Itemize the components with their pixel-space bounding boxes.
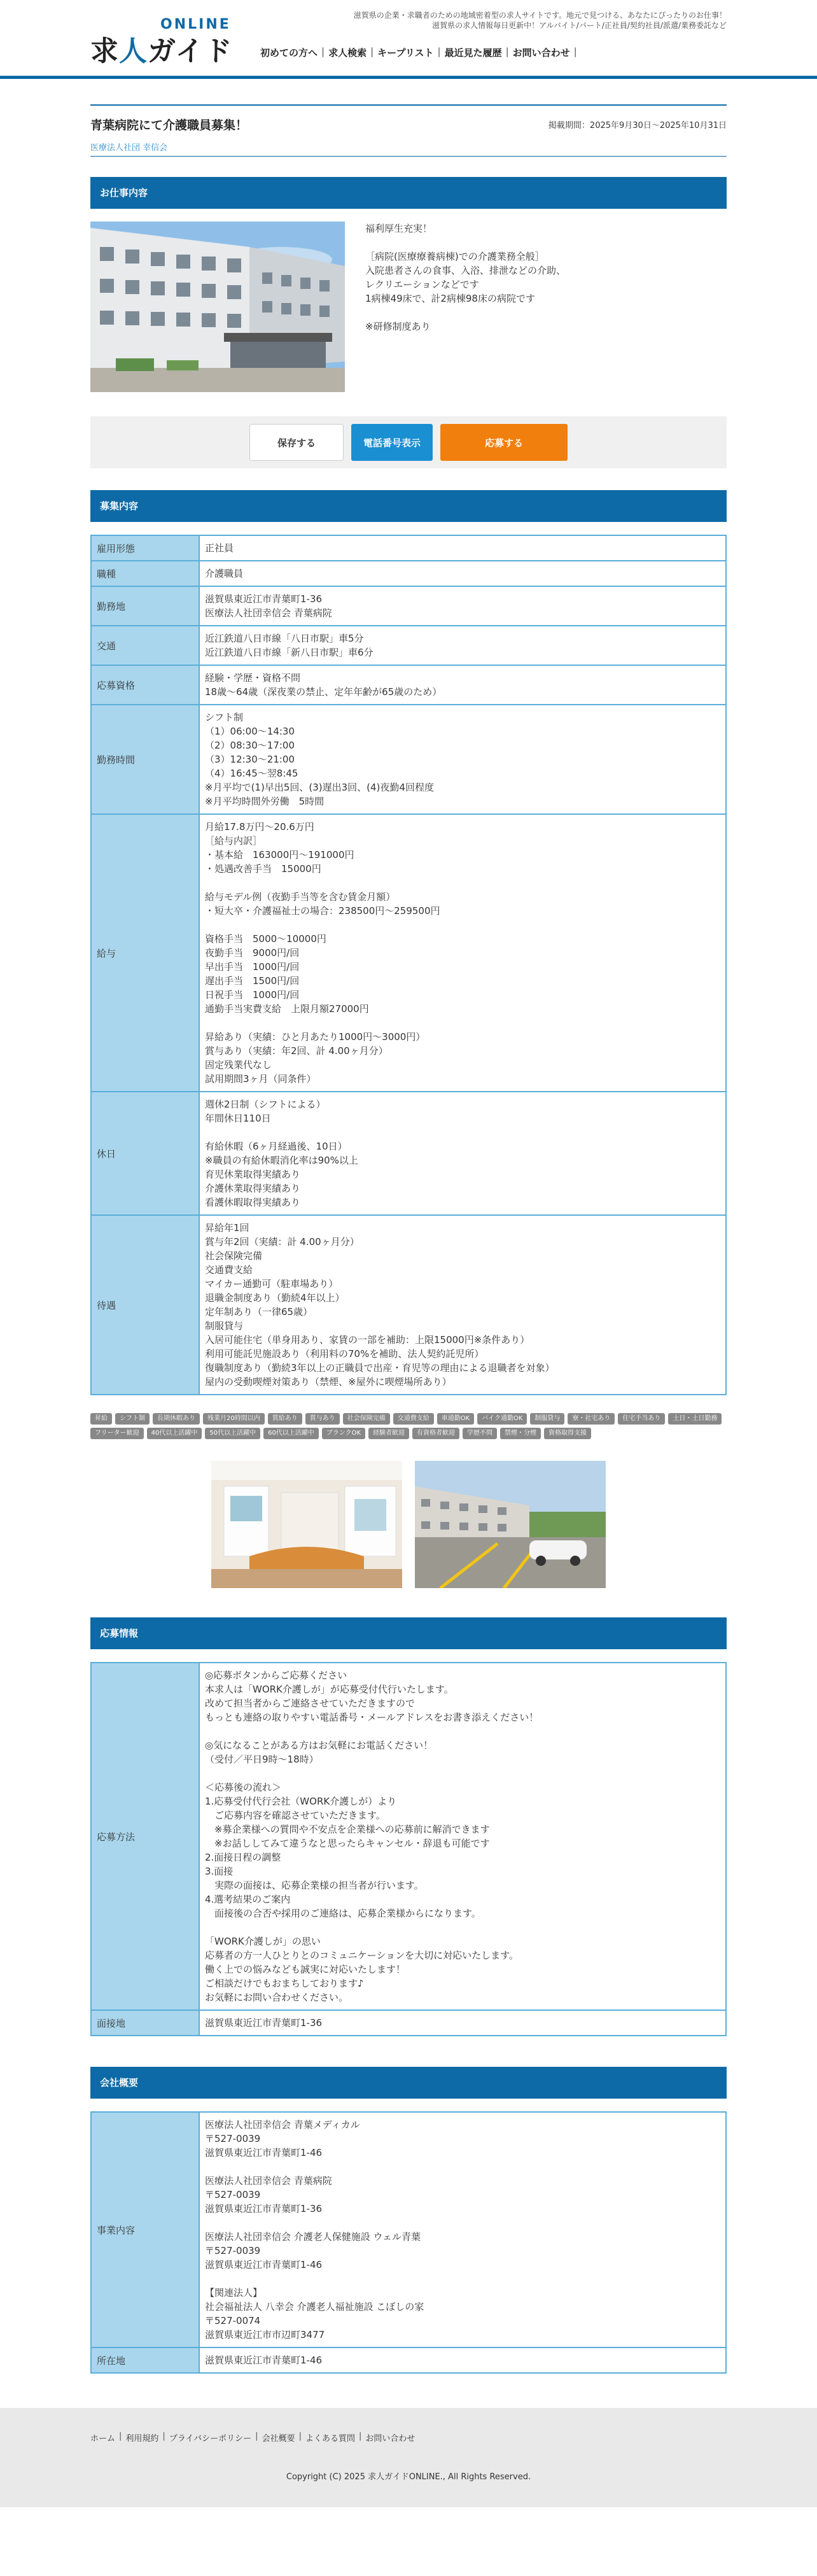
tag: 賞給あり — [268, 1413, 302, 1425]
tag: 長期休暇あり — [153, 1413, 200, 1425]
table-row — [91, 1215, 726, 1395]
apply-table — [90, 1662, 727, 2036]
company-link[interactable]: 医療法人社団 幸信会 — [90, 143, 168, 153]
section-recruit-heading: 募集内容 — [90, 490, 727, 522]
tag: 住宅手当あり — [618, 1413, 665, 1425]
row-value: 週休2日制（シフトによる） 年間休日110日 有給休暇（6ヶ月経過後、10日） ※職員の有給休暇消化率は90%以上 育児休業取得実績あり 介護休業取得実績あり 看護休暇取得実績あり — [199, 1092, 726, 1215]
copyright: Copyright (C) 2025 求人ガイドONLINE., All Rights Reserved. — [286, 2472, 531, 2482]
logo-online: ONLINE — [160, 17, 231, 32]
footer-link-faq[interactable]: よくある質問 — [305, 2434, 355, 2444]
row-label: 面接地 — [91, 2010, 199, 2036]
row-label: 所在地 — [91, 2347, 199, 2373]
action-bar — [90, 416, 727, 468]
work-content — [90, 222, 727, 392]
work-description: 福利厚生充実！ ［病院(医療療養病棟)での介護業務全般］ 入院患者さんの食事、入浴、排泄などの介助、 レクリエーションなどです 1病棟49床で、計2病棟98床の病院です ※研修制度あり — [365, 223, 566, 332]
tag: 残業月20時間以内 — [203, 1413, 265, 1425]
tag: 禁煙・分煙 — [500, 1428, 541, 1439]
footer-nav: ホーム | 利用規約 | プライバシーポリシー | 会社概要 | よくある質問 | お問い合わせ — [90, 2432, 415, 2444]
tag: 60代以上活躍中 — [263, 1428, 319, 1439]
tag: 50代以上活躍中 — [205, 1428, 260, 1439]
show-phone-button[interactable]: 電話番号表示 — [351, 424, 433, 461]
tag: 経験者歓迎 — [368, 1428, 409, 1439]
row-label: 応募方法 — [91, 1663, 199, 2010]
table-row — [91, 626, 726, 665]
row-label: 雇用形態 — [91, 535, 199, 561]
table-row — [91, 2010, 726, 2036]
section-company-heading: 会社概要 — [90, 2067, 727, 2099]
table-row — [91, 665, 726, 705]
footer-link-contact[interactable]: お問い合わせ — [365, 2434, 415, 2444]
save-button[interactable]: 保存する — [249, 424, 344, 461]
tag: 資格取得支援 — [544, 1428, 591, 1439]
site-footer — [0, 2408, 817, 2507]
site-header — [0, 0, 817, 79]
nav-first-time[interactable]: 初めての方へ — [260, 47, 318, 59]
tag: 賞与あり — [305, 1413, 340, 1425]
tag: 40代以上活躍中 — [147, 1428, 202, 1439]
row-value: 昇給年1回 賞与年2回（実績：計 4.00ヶ月分） 社会保険完備 交通費支給 マイカー通勤可（駐車場あり） 退職金制度あり（勤続4年以上） 定年制あり（一律65歳） 制服貸与 入居可能住宅（単身用あり、家賃の一部を補助：上限15000円※条件あり） 利用可能託児施設あり（利用料の70%を補助、法人契約託児所） 復職制度あり（勤続3年以上の正職員で出産・育児等の理由による退職者を対象） 屋内の受動喫煙対策あり（禁煙、※屋外に喫煙場所あり） — [199, 1215, 726, 1395]
apply-button[interactable]: 応募する — [440, 424, 568, 461]
job-title-block — [90, 104, 727, 157]
recruit-table — [90, 535, 727, 1395]
row-value: 医療法人社団幸信会 青葉メディカル 〒527-0039 滋賀県東近江市青葉町1-46 医療法人社団幸信会 青葉病院 〒527-0039 滋賀県東近江市青葉町1-36 医療法人社団幸信会 介護老人保健施設 ウェル青葉 〒527-0039 滋賀県東近江市青葉町1-46 【関連法人】 社会福祉法人 八幸会 介護老人福祉施設 こぼしの家 〒527-0074 滋賀県東近江市市辺町3477 — [199, 2112, 726, 2347]
tag: 交通費支給 — [393, 1413, 434, 1425]
row-value: 滋賀県東近江市青葉町1-36 — [199, 2010, 726, 2036]
row-value: ◎応募ボタンからご応募ください 本求人は「WORK介護しが」が応募受付代行いたします。 改めて担当者からご連絡させていただきますので もっとも連絡の取りやすい電話番号・メールアドレスをお書き添えください！ ◎気になることがある方はお気軽にお電話ください！ （受付／平日9時〜18時） ＜応募後の流れ＞ 1.応募受付代行会社（WORK介護しが）より ご応募内容を確認させていただきます。 ※募企業様への質問や不安点を企業様への応募前に解消できます ※お話ししてみて違うなと思ったらキャンセル・辞退も可能です 2.面接日程の調整 3.面接 実際の面接は、応募企業様の担当者が行います。 4.選考結果のご案内 面接後の合否や採用のご連絡は、応募企業様からになります。 「WORK介護しが」の思い 応募者の方一人ひとりとのコミュニケーションを大切に対応いたします。 働く上での悩みなども誠実に対応いたします！ ご相談だけでもおまちしております♪ お気軽にお問い合わせください。 — [199, 1663, 726, 2010]
row-label: 交通 — [91, 626, 199, 665]
footer-link-home[interactable]: ホーム — [90, 2434, 116, 2444]
nav-job-search[interactable]: 求人検索 — [328, 47, 367, 59]
footer-link-company[interactable]: 会社概要 — [262, 2434, 295, 2444]
table-row — [91, 535, 726, 561]
facility-photos — [211, 1461, 606, 1588]
feature-tags — [90, 1413, 727, 1439]
row-label: 勤務地 — [91, 586, 199, 626]
tag: 社会保険完備 — [343, 1413, 390, 1425]
row-label: 応募資格 — [91, 665, 199, 705]
tag: 学歴不問 — [463, 1428, 497, 1439]
table-row — [91, 1092, 726, 1215]
nav-recent-history[interactable]: 最近見た履歴 — [444, 47, 502, 59]
row-value: 近江鉄道八日市線「八日市駅」車5分 近江鉄道八日市線「新八日市駅」車6分 — [199, 626, 726, 665]
table-row — [91, 586, 726, 626]
tag: 制服貸与 — [530, 1413, 564, 1425]
tag: 有資格者歓迎 — [412, 1428, 459, 1439]
row-label: 事業内容 — [91, 2112, 199, 2347]
tag: 昇給 — [90, 1413, 112, 1425]
row-value: 正社員 — [199, 535, 726, 561]
section-apply-heading: 応募情報 — [90, 1617, 727, 1649]
row-value: シフト制 （1）06:00〜14:30 （2）08:30〜17:00 （3）12:30〜21:00 （4）16:45〜翌8:45 ※月平均で(1)早出5回、(3)遅出3回、(4)夜勤4回程度 ※月平均時間外労働 5時間 — [199, 705, 726, 814]
site-tagline: 滋賀県の企業・求職者のための地域密着型の求人サイトです。地元で見つける、あなたにぴったりのお仕事！ 滋賀県の求人情報毎日更新中！アルバイト/パート/正社員/契約社員/派遣/業務委託など — [353, 11, 727, 30]
row-label: 勤務時間 — [91, 705, 199, 814]
row-label: 給与 — [91, 814, 199, 1092]
table-row — [91, 814, 726, 1092]
row-value: 滋賀県東近江市青葉町1-46 — [199, 2347, 726, 2373]
lobby-photo — [211, 1461, 402, 1588]
table-row — [91, 561, 726, 586]
row-label: 待遇 — [91, 1215, 199, 1395]
nav-keep-list[interactable]: キープリスト — [377, 47, 434, 59]
tag: 寮・社宅あり — [568, 1413, 615, 1425]
posting-period: 掲載期間：2025年9月30日〜2025年10月31日 — [548, 121, 727, 130]
hospital-photo — [90, 222, 345, 392]
nav-contact[interactable]: お問い合わせ — [512, 47, 570, 59]
section-work-heading: お仕事内容 — [90, 177, 727, 209]
tag: 車通勤OK — [437, 1413, 474, 1425]
table-row — [91, 2347, 726, 2373]
tag: バイク通勤OK — [477, 1413, 527, 1425]
row-value: 滋賀県東近江市青葉町1-36 医療法人社団幸信会 青葉病院 — [199, 586, 726, 626]
table-row — [91, 2112, 726, 2347]
job-title: 青葉病院にて介護職員募集！ — [90, 118, 248, 132]
footer-link-privacy[interactable]: プライバシーポリシー — [169, 2434, 252, 2444]
tag: フリーター歓迎 — [90, 1428, 144, 1439]
global-nav: 初めての方へ | 求人検索 | キープリスト | 最近見た履歴 | お問い合わせ | — [256, 46, 577, 59]
footer-link-terms[interactable]: 利用規約 — [125, 2434, 159, 2444]
table-row — [91, 1663, 726, 2010]
row-label: 職種 — [91, 561, 199, 586]
logo-main: 求人ガイド — [90, 35, 233, 67]
parking-photo — [415, 1461, 606, 1588]
company-table — [90, 2111, 727, 2374]
row-value: 月給17.8万円〜20.6万円 ［給与内訳］ ・基本給 163000円〜191000円 ・処遇改善手当 15000円 給与モデル例（夜勤手当等を含む賃金月額） ・短大卒・介護福祉士の場合：238500円〜259500円 資格手当 5000〜10000円 夜勤手当 9000円/回 早出手当 1000円/回 遅出手当 1500円/回 日祝手当 1000円/回 通勤手当実費支給 上限月額27000円 昇給あり（実績：ひと月あたり1000円〜3000円） 賞与あり（実績：年2回、計 4.00ヶ月分） 固定残業代なし 試用期間3ヶ月（同条件） — [199, 814, 726, 1092]
tag: ブランクOK — [322, 1428, 365, 1439]
row-value: 経験・学歴・資格不問 18歳〜64歳（深夜業の禁止、定年年齢が65歳のため） — [199, 665, 726, 705]
tag: シフト制 — [115, 1413, 150, 1425]
table-row — [91, 705, 726, 814]
tag: 土日・土日勤務 — [668, 1413, 722, 1425]
site-logo[interactable] — [90, 17, 249, 67]
row-value: 介護職員 — [199, 561, 726, 586]
row-label: 休日 — [91, 1092, 199, 1215]
